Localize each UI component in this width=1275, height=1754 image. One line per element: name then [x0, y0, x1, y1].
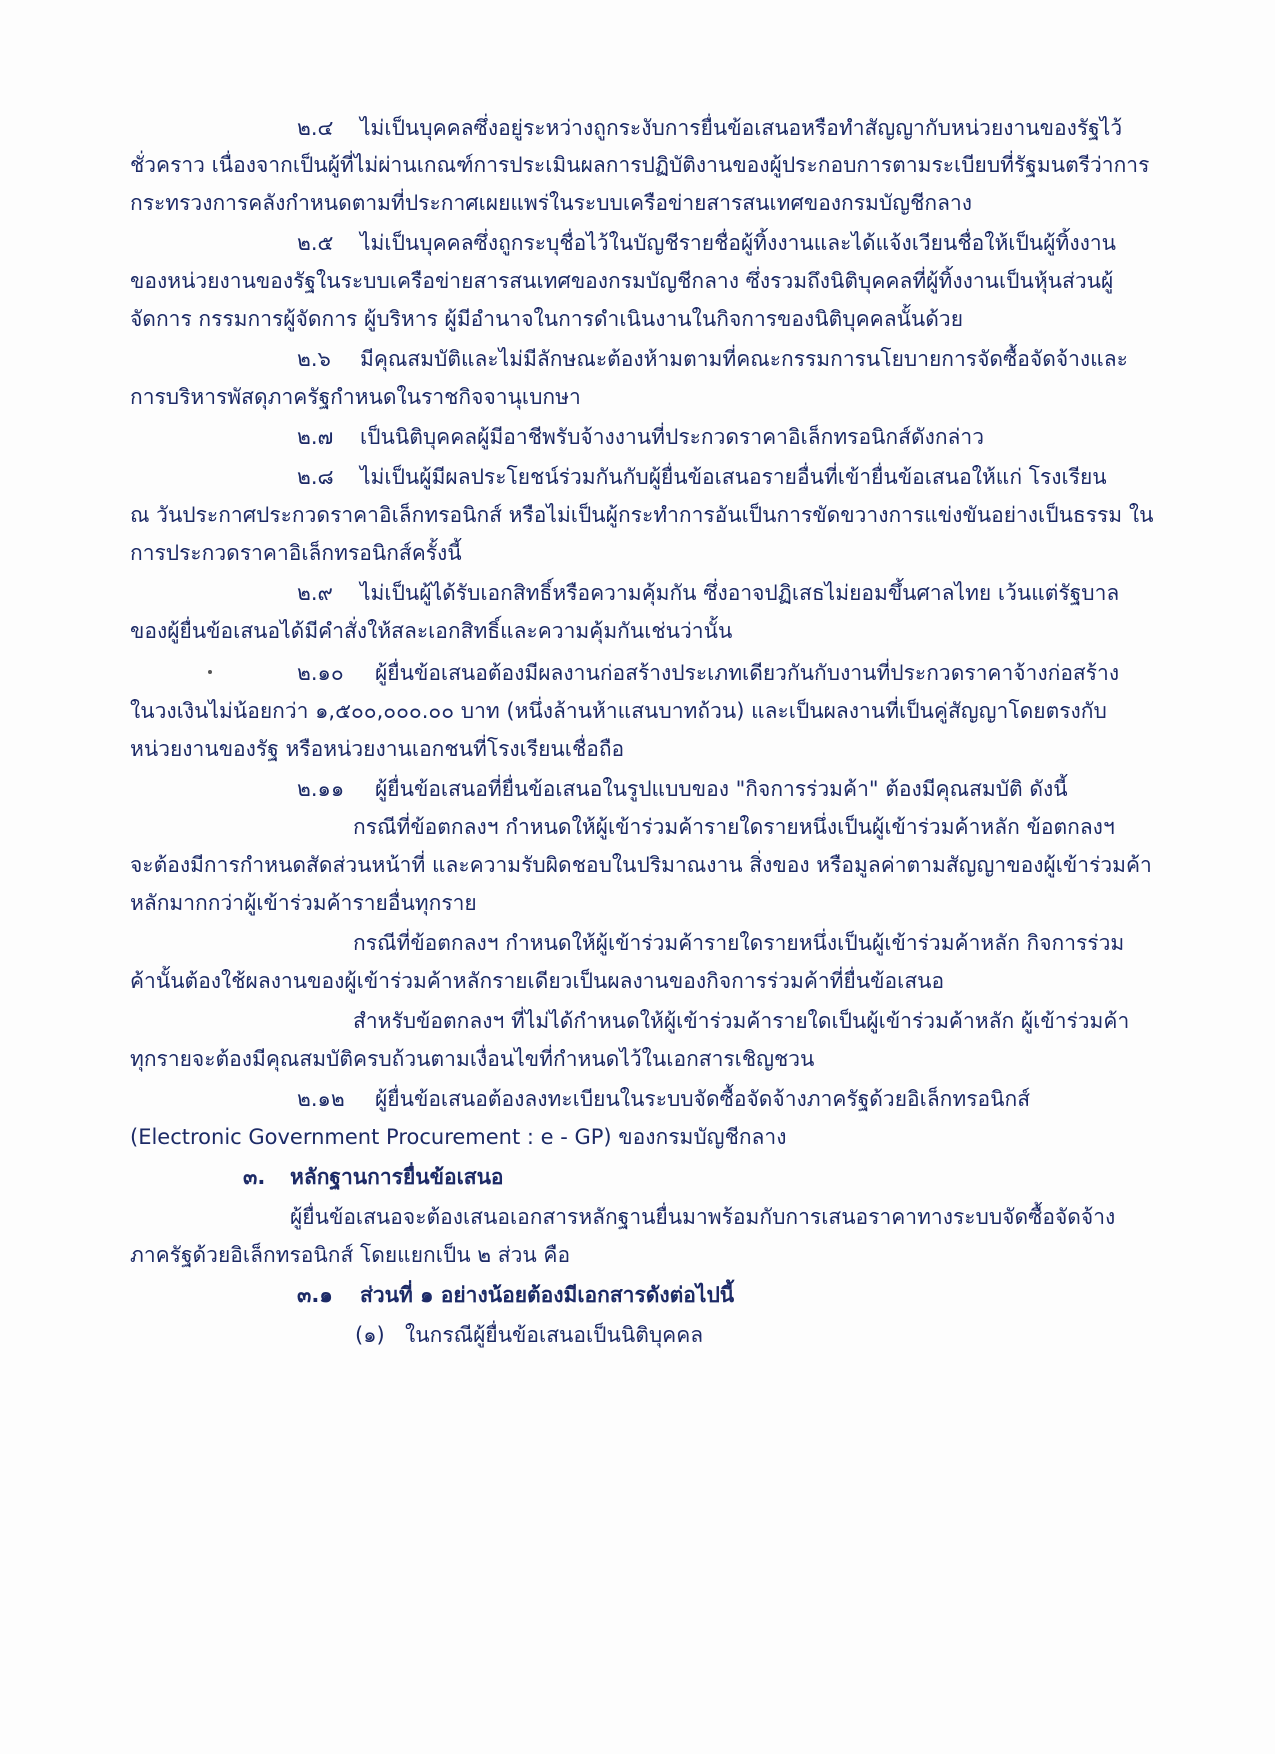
clause-2-10-line-2: ในวงเงินไม่น้อยกว่า ๑,๕๐๐,๐๐๐.๐๐ บาท (หนึ่งล้านห้าแสนบาทถ้วน) และเป็นผลงานที่เป็นคู่สัญญาโดยตรงกับ: [130, 699, 1107, 723]
clause-2-4-line-3: กระทรวงการคลังกำหนดตามที่ประกาศเผยแพร่ในระบบเครือข่ายสารสนเทศของกรมบัญชีกลาง: [130, 191, 972, 215]
clause-2-11-line-1: ผู้ยื่นข้อเสนอที่ยื่นข้อเสนอในรูปแบบของ "กิจการร่วมค้า" ต้องมีคุณสมบัติ ดังนี้: [375, 777, 1068, 801]
clause-2-8-line-3: การประกวดราคาอิเล็กทรอนิกส์ครั้งนี้: [130, 541, 462, 565]
clause-2-5-line-3: จัดการ กรรมการผู้จัดการ ผู้บริหาร ผู้มีอำนาจในการดำเนินงานในกิจการของนิติบุคคลนั้นด้วย: [130, 307, 964, 331]
clause-2-9-line-2: ของผู้ยื่นข้อเสนอได้มีคำสั่งให้สละเอกสิทธิ์และความคุ้มกันเช่นว่านั้น: [130, 619, 733, 643]
clause-number-2-10: ๒.๑๐: [297, 661, 344, 685]
clause-2-11-line-2: กรณีที่ข้อตกลงฯ กำหนดให้ผู้เข้าร่วมค้ารายใดรายหนึ่งเป็นผู้เข้าร่วมค้าหลัก ข้อตกลงฯ: [353, 815, 1115, 839]
clause-number-2-9: ๒.๙: [297, 581, 333, 605]
section-number-3: ๓.: [243, 1165, 266, 1189]
item-number-1: (๑): [355, 1323, 385, 1347]
clause-2-12-line-1: ผู้ยื่นข้อเสนอต้องลงทะเบียนในระบบจัดซื้อจัดจ้างภาครัฐด้วยอิเล็กทรอนิกส์: [375, 1087, 1031, 1111]
clause-2-10-line-1: ผู้ยื่นข้อเสนอต้องมีผลงานก่อสร้างประเภทเดียวกันกับงานที่ประกวดราคาจ้างก่อสร้าง: [375, 661, 1120, 685]
clause-number-2-5: ๒.๕: [297, 231, 334, 255]
section-3-line-2: ภาครัฐด้วยอิเล็กทรอนิกส์ โดยแยกเป็น ๒ ส่วน คือ: [130, 1243, 571, 1267]
clause-2-10-line-3: หน่วยงานของรัฐ หรือหน่วยงานเอกชนที่โรงเรียนเชื่อถือ: [130, 737, 625, 761]
clause-2-4-line-1: ไม่เป็นบุคคลซึ่งอยู่ระหว่างถูกระงับการยื่นข้อเสนอหรือทำสัญญากับหน่วยงานของรัฐไว้: [360, 116, 1123, 140]
section-3-line-1: ผู้ยื่นข้อเสนอจะต้องเสนอเอกสารหลักฐานยื่นมาพร้อมกับการเสนอราคาทางระบบจัดซื้อจัดจ้าง: [290, 1205, 1116, 1229]
clause-2-11-line-8: ทุกรายจะต้องมีคุณสมบัติครบถ้วนตามเงื่อนไขที่กำหนดไว้ในเอกสารเชิญชวน: [130, 1047, 815, 1071]
clause-2-11-line-5: กรณีที่ข้อตกลงฯ กำหนดให้ผู้เข้าร่วมค้ารายใดรายหนึ่งเป็นผู้เข้าร่วมค้าหลัก กิจการร่วม: [353, 931, 1125, 955]
clause-number-2-12: ๒.๑๒: [297, 1087, 345, 1111]
clause-2-6-line-2: การบริหารพัสดุภาครัฐกำหนดในราชกิจจานุเบกษา: [130, 385, 581, 409]
clause-2-7-line-1: เป็นนิติบุคคลผู้มีอาชีพรับจ้างงานที่ประกวดราคาอิเล็กทรอนิกส์ดังกล่าว: [360, 425, 985, 449]
clause-2-6-line-1: มีคุณสมบัติและไม่มีลักษณะต้องห้ามตามที่คณะกรรมการนโยบายการจัดซื้อจัดจ้างและ: [360, 347, 1128, 371]
scan-speck: [208, 670, 212, 674]
clause-2-9-line-1: ไม่เป็นผู้ได้รับเอกสิทธิ์หรือความคุ้มกัน ซึ่งอาจปฏิเสธไม่ยอมขึ้นศาลไทย เว้นแต่รัฐบาล: [360, 581, 1120, 605]
clause-2-11-line-7: สำหรับข้อตกลงฯ ที่ไม่ได้กำหนดให้ผู้เข้าร่วมค้ารายใดเป็นผู้เข้าร่วมค้าหลัก ผู้เข้าร่วมค้า: [353, 1009, 1130, 1033]
clause-2-12-line-2: (Electronic Government Procurement : e - GP) ของกรมบัญชีกลาง: [130, 1125, 787, 1149]
clause-2-11-line-6: ค้านั้นต้องใช้ผลงานของผู้เข้าร่วมค้าหลักรายเดียวเป็นผลงานของกิจการร่วมค้าที่ยื่นข้อเสนอ: [130, 969, 945, 993]
clause-2-5-line-2: ของหน่วยงานของรัฐในระบบเครือข่ายสารสนเทศของกรมบัญชีกลาง ซึ่งรวมถึงนิติบุคคลที่ผู้ทิ้งงานเป็นหุ้นส่วนผู้: [130, 269, 1114, 293]
section-3-1-heading: ส่วนที่ ๑ อย่างน้อยต้องมีเอกสารดังต่อไปนี้: [360, 1283, 735, 1307]
item-1-text: ในกรณีผู้ยื่นข้อเสนอเป็นนิติบุคคล: [405, 1323, 704, 1347]
clause-number-2-7: ๒.๗: [297, 425, 334, 449]
clause-2-4-line-2: ชั่วคราว เนื่องจากเป็นผู้ที่ไม่ผ่านเกณฑ์การประเมินผลการปฏิบัติงานของผู้ประกอบการตามระเบียบที่รัฐมนตรีว่าการ: [130, 153, 1150, 177]
clause-number-2-6: ๒.๖: [297, 347, 331, 371]
clause-2-8-line-1: ไม่เป็นผู้มีผลประโยชน์ร่วมกันกับผู้ยื่นข้อเสนอรายอื่นที่เข้ายื่นข้อเสนอให้แก่ โรงเรียน: [360, 465, 1107, 489]
clause-number-2-8: ๒.๘: [297, 465, 334, 489]
clause-number-2-4: ๒.๔: [297, 116, 334, 140]
clause-number-2-11: ๒.๑๑: [297, 777, 345, 801]
clause-2-5-line-1: ไม่เป็นบุคคลซึ่งถูกระบุชื่อไว้ในบัญชีรายชื่อผู้ทิ้งงานและได้แจ้งเวียนชื่อให้เป็นผู้ทิ้งงาน: [360, 231, 1116, 255]
clause-2-11-line-3: จะต้องมีการกำหนดสัดส่วนหน้าที่ และความรับผิดชอบในปริมาณงาน สิ่งของ หรือมูลค่าตามสัญญาของผู้เข้าร่วมค้า: [130, 853, 1152, 877]
clause-2-8-line-2: ณ วันประกาศประกวดราคาอิเล็กทรอนิกส์ หรือไม่เป็นผู้กระทำการอันเป็นการขัดขวางการแข่งขันอย่างเป็นธรรม ใน: [130, 503, 1154, 527]
section-3-heading: หลักฐานการยื่นข้อเสนอ: [290, 1165, 504, 1189]
section-number-3-1: ๓.๑: [297, 1283, 333, 1307]
clause-2-11-line-4: หลักมากกว่าผู้เข้าร่วมค้ารายอื่นทุกราย: [130, 891, 477, 915]
